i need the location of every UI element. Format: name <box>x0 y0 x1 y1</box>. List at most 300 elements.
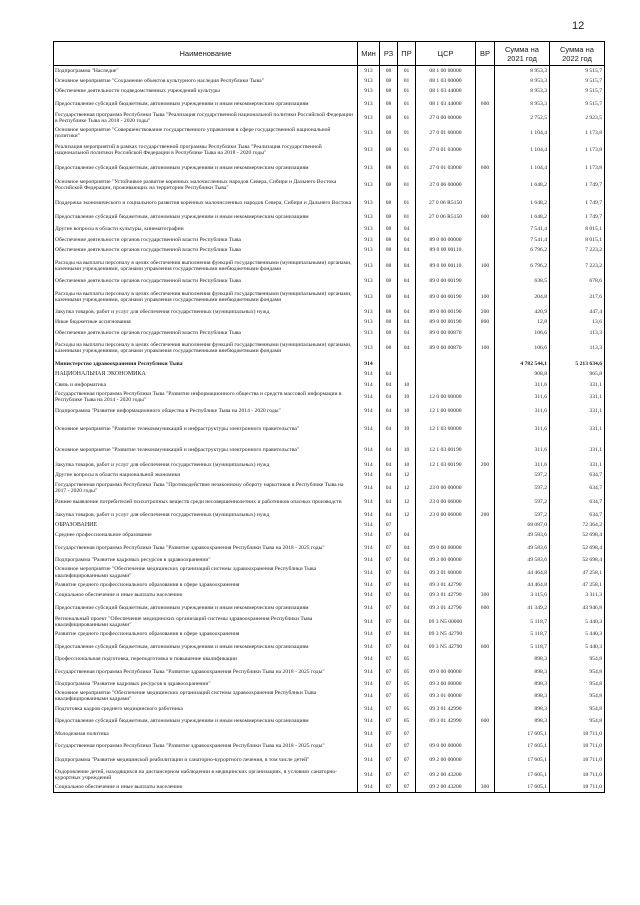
row-sum-2021: 44 464,8 <box>495 580 550 590</box>
table-row <box>54 255 605 276</box>
row-min: 914 <box>358 629 380 639</box>
row-name: Государственная программа Республики Тыва "Противодействие незаконному обороту наркотиков в Республике Тыва на 2017 - 2020 годы" <box>54 481 358 495</box>
row-name: Обеспечение деятельности органов государственной власти Республики Тыва <box>54 276 358 286</box>
row-csr: 09 3 01 42790 <box>416 580 476 590</box>
row-sum-2021: 8 953,3 <box>495 76 550 86</box>
row-name: Государственная программа Республики Тыва "Развитие информационного общества и средств массовой информации в Республике Тыва на 2014 - 2020 годы" <box>54 390 358 404</box>
row-pr: 01 <box>398 76 416 86</box>
row-sum-2021: 12,8 <box>495 317 550 327</box>
row-vr <box>476 470 495 480</box>
row-min: 914 <box>358 520 380 530</box>
row-rz: 08 <box>380 224 398 234</box>
row-min: 914 <box>358 555 380 565</box>
row-name: Государственная программа Республики Тыва "Развитие здравоохранения Республики Тыва на 2018 - 2025 годы" <box>54 739 358 753</box>
row-vr <box>476 359 495 369</box>
row-sum-2021: 17 605,1 <box>495 728 550 738</box>
row-min: 913 <box>358 76 380 86</box>
row-sum-2022: 1 749,7 <box>550 195 605 209</box>
row-rz: 04 <box>380 495 398 509</box>
col-header-sum-2022: Сумма на 2022 год <box>550 42 605 66</box>
row-name: Обеспечение деятельности органов государственной власти Республики Тыва <box>54 235 358 245</box>
row-name: Подпрограмма "Развитие кадровых ресурсов в здравоохранении" <box>54 555 358 565</box>
row-sum-2021: 7 541,4 <box>495 235 550 245</box>
row-sum-2021: 597,2 <box>495 481 550 495</box>
row-pr: 10 <box>398 460 416 470</box>
row-sum-2022: 5 440,3 <box>550 629 605 639</box>
row-sum-2022: 1 749,7 <box>550 210 605 224</box>
row-csr: 08 1 03 44000 <box>416 97 476 111</box>
row-sum-2022: 954,8 <box>550 689 605 703</box>
row-rz: 04 <box>380 509 398 519</box>
row-csr: 27 0 01 03000 <box>416 140 476 161</box>
table-row <box>54 419 605 440</box>
row-sum-2022: 18 711,0 <box>550 768 605 782</box>
row-sum-2022: 9 515,7 <box>550 97 605 111</box>
row-pr: 04 <box>398 615 416 629</box>
row-vr <box>476 140 495 161</box>
table-row <box>54 629 605 639</box>
row-vr <box>476 439 495 460</box>
row-sum-2022: 331,1 <box>550 404 605 418</box>
row-rz: 07 <box>380 753 398 767</box>
row-csr: 12 0 00 00000 <box>416 390 476 404</box>
table-row <box>54 380 605 390</box>
row-vr <box>476 111 495 125</box>
row-min: 913 <box>358 160 380 174</box>
row-rz: 04 <box>380 404 398 418</box>
row-vr <box>476 195 495 209</box>
budget-table <box>53 41 605 793</box>
row-pr: 01 <box>398 195 416 209</box>
row-min: 914 <box>358 704 380 714</box>
row-pr: 04 <box>398 224 416 234</box>
table-row <box>54 359 605 369</box>
row-sum-2021: 597,2 <box>495 509 550 519</box>
row-name: Подготовка кадров среднего медицинского работника <box>54 704 358 714</box>
row-sum-2021: 1 104,4 <box>495 160 550 174</box>
row-sum-2022: 954,8 <box>550 714 605 728</box>
row-sum-2022: 52 698,4 <box>550 530 605 540</box>
row-min: 914 <box>358 739 380 753</box>
row-sum-2022: 678,6 <box>550 276 605 286</box>
row-min: 914 <box>358 541 380 555</box>
row-sum-2021: 898,3 <box>495 665 550 679</box>
row-rz: 08 <box>380 235 398 245</box>
row-vr: 100 <box>476 338 495 359</box>
row-sum-2021: 1 104,4 <box>495 125 550 139</box>
col-header-rz: РЗ <box>380 42 398 66</box>
row-name: Государственная программа Республики Тыва "Развитие здравоохранения Республики Тыва на 2018 - 2025 годы" <box>54 665 358 679</box>
table-body <box>54 66 605 793</box>
row-rz: 07 <box>380 714 398 728</box>
row-name: Социальное обеспечение и иные выплаты населению <box>54 590 358 600</box>
row-rz: 07 <box>380 629 398 639</box>
row-pr: 07 <box>398 753 416 767</box>
row-rz: 08 <box>380 140 398 161</box>
row-sum-2021: 17 605,1 <box>495 782 550 792</box>
row-name: Подпрограмма "Наследие" <box>54 66 358 76</box>
row-min: 913 <box>358 338 380 359</box>
row-name: Другие вопросы в области национальной экономики <box>54 470 358 480</box>
row-name: Подпрограмма "Развитие информационного общества в Республике Тыва на 2014 - 2020 годы" <box>54 404 358 418</box>
row-sum-2021: 3 115,6 <box>495 590 550 600</box>
row-pr: 04 <box>398 338 416 359</box>
row-min: 914 <box>358 654 380 664</box>
row-min: 913 <box>358 195 380 209</box>
row-sum-2021: 898,3 <box>495 654 550 664</box>
row-pr: 01 <box>398 140 416 161</box>
row-vr: 600 <box>476 160 495 174</box>
row-vr <box>476 404 495 418</box>
table-row <box>54 590 605 600</box>
table-row <box>54 195 605 209</box>
row-rz: 07 <box>380 704 398 714</box>
row-csr: 09 3 N5 42790 <box>416 629 476 639</box>
row-name: Предоставление субсидий бюджетным, автономным учреждениям и иным некоммерческим организациям <box>54 640 358 654</box>
table-row <box>54 317 605 327</box>
row-sum-2021: 41 349,2 <box>495 601 550 615</box>
row-vr <box>476 728 495 738</box>
row-csr: 12 1 03 00190 <box>416 460 476 470</box>
row-min: 914 <box>358 679 380 689</box>
row-csr: 09 2 00 43200 <box>416 768 476 782</box>
row-min: 914 <box>358 689 380 703</box>
row-name: Реализация мероприятий в рамках государственной программы Республики Тыва "Реализация государственной национальной политики Российской Федерации в Республике Тыва на 2018 - 2020 годы" <box>54 140 358 161</box>
row-vr <box>476 753 495 767</box>
row-vr: 100 <box>476 255 495 276</box>
table-row <box>54 481 605 495</box>
row-min: 913 <box>358 317 380 327</box>
row-sum-2021: 5 118,7 <box>495 640 550 654</box>
row-sum-2022: 331,1 <box>550 419 605 440</box>
row-csr: 89 0 00 00190 <box>416 307 476 317</box>
row-min: 914 <box>358 460 380 470</box>
row-vr <box>476 369 495 379</box>
row-csr: 09 3 N5 00000 <box>416 615 476 629</box>
row-pr: 04 <box>398 235 416 245</box>
row-sum-2021: 106,6 <box>495 338 550 359</box>
row-csr: 09 3 00 00000 <box>416 555 476 565</box>
row-sum-2021: 638,5 <box>495 276 550 286</box>
row-sum-2022: 5 440,3 <box>550 640 605 654</box>
row-min: 914 <box>358 439 380 460</box>
table-row <box>54 140 605 161</box>
row-csr: 08 1 00 00000 <box>416 66 476 76</box>
row-vr <box>476 679 495 689</box>
row-vr <box>476 380 495 390</box>
row-name: Предоставление субсидий бюджетным, автономным учреждениям и иным некоммерческим организациям <box>54 714 358 728</box>
table-row <box>54 328 605 338</box>
col-header-min: Мин <box>358 42 380 66</box>
row-sum-2022: 18 711,0 <box>550 728 605 738</box>
row-vr <box>476 235 495 245</box>
row-sum-2022: 331,1 <box>550 390 605 404</box>
row-rz: 08 <box>380 328 398 338</box>
row-name: Закупка товаров, работ и услуг для обеспечения государственных (муниципальных) нужд <box>54 509 358 519</box>
row-vr: 200 <box>476 509 495 519</box>
row-csr: 89 0 00 00870 <box>416 328 476 338</box>
row-name: Развитие среднего профессионального образования в сфере здравоохранения <box>54 629 358 639</box>
col-header-vr: ВР <box>476 42 495 66</box>
row-vr: 600 <box>476 601 495 615</box>
table-row <box>54 439 605 460</box>
row-vr <box>476 629 495 639</box>
row-sum-2022: 5 440,3 <box>550 615 605 629</box>
row-pr: 04 <box>398 286 416 307</box>
row-rz: 07 <box>380 728 398 738</box>
row-min: 914 <box>358 419 380 440</box>
row-sum-2022: 9 515,7 <box>550 66 605 76</box>
row-sum-2022: 634,7 <box>550 481 605 495</box>
row-sum-2021: 6 796,2 <box>495 255 550 276</box>
row-csr: 09 3 01 42990 <box>416 704 476 714</box>
table-row <box>54 679 605 689</box>
row-sum-2021: 898,3 <box>495 679 550 689</box>
row-pr: 10 <box>398 380 416 390</box>
table-row <box>54 307 605 317</box>
row-rz: 07 <box>380 615 398 629</box>
row-vr <box>476 615 495 629</box>
row-sum-2022: 1 173,8 <box>550 125 605 139</box>
row-csr <box>416 359 476 369</box>
row-sum-2021: 44 464,8 <box>495 565 550 579</box>
row-rz: 04 <box>380 380 398 390</box>
row-vr <box>476 555 495 565</box>
row-sum-2021: 311,6 <box>495 419 550 440</box>
row-rz: 08 <box>380 76 398 86</box>
row-sum-2021: 49 583,6 <box>495 541 550 555</box>
table-row <box>54 530 605 540</box>
row-pr: 01 <box>398 160 416 174</box>
row-min: 914 <box>358 369 380 379</box>
row-sum-2021: 49 583,6 <box>495 530 550 540</box>
row-sum-2021: 8 953,3 <box>495 86 550 96</box>
row-rz <box>380 359 398 369</box>
row-csr: 27 0 01 00000 <box>416 125 476 139</box>
row-rz: 07 <box>380 520 398 530</box>
row-sum-2021: 908,8 <box>495 369 550 379</box>
row-sum-2022: 634,7 <box>550 495 605 509</box>
row-vr <box>476 419 495 440</box>
row-pr: 12 <box>398 509 416 519</box>
row-rz: 08 <box>380 97 398 111</box>
table-row <box>54 601 605 615</box>
table-row <box>54 580 605 590</box>
row-min: 913 <box>358 286 380 307</box>
row-pr: 10 <box>398 439 416 460</box>
col-header-pr: ПР <box>398 42 416 66</box>
row-rz: 04 <box>380 369 398 379</box>
row-sum-2022: 18 711,0 <box>550 782 605 792</box>
row-rz: 08 <box>380 175 398 196</box>
table-row <box>54 111 605 125</box>
row-sum-2022: 52 698,4 <box>550 555 605 565</box>
row-pr: 07 <box>398 728 416 738</box>
row-pr: 05 <box>398 654 416 664</box>
row-csr: 09 3 01 00000 <box>416 689 476 703</box>
row-name: Расходы на выплаты персоналу в целях обеспечения выполнения функций государственными (муниципальными) органами, казенными учреждениями, органами управления государственными внебюджетными фондами <box>54 286 358 307</box>
row-pr: 12 <box>398 495 416 509</box>
row-sum-2022: 634,7 <box>550 470 605 480</box>
table-row <box>54 689 605 703</box>
row-rz: 07 <box>380 530 398 540</box>
row-name: Министерство здравоохранения Республики Тыва <box>54 359 358 369</box>
row-pr: 04 <box>398 601 416 615</box>
row-sum-2022: 47 258,1 <box>550 565 605 579</box>
row-sum-2021: 1 648,2 <box>495 210 550 224</box>
row-min: 914 <box>358 509 380 519</box>
row-min: 914 <box>358 782 380 792</box>
row-sum-2021: 17 605,1 <box>495 768 550 782</box>
row-sum-2021: 49 583,6 <box>495 555 550 565</box>
row-csr: 09 0 00 00000 <box>416 541 476 555</box>
row-sum-2021: 4 782 544,1 <box>495 359 550 369</box>
row-min: 914 <box>358 753 380 767</box>
row-sum-2022: 113,3 <box>550 338 605 359</box>
row-min: 914 <box>358 481 380 495</box>
row-csr: 89 0 00 00190 <box>416 286 476 307</box>
row-csr <box>416 654 476 664</box>
row-vr <box>476 580 495 590</box>
row-min: 913 <box>358 245 380 255</box>
row-csr <box>416 224 476 234</box>
row-sum-2022: 447,4 <box>550 307 605 317</box>
table-row <box>54 640 605 654</box>
row-min: 914 <box>358 615 380 629</box>
row-pr: 12 <box>398 481 416 495</box>
row-min: 914 <box>358 640 380 654</box>
row-sum-2022: 634,7 <box>550 509 605 519</box>
row-pr: 04 <box>398 629 416 639</box>
row-name: Раннее выявление потребителей психотропных веществ среди несовершеннолетних и работников опасных производств <box>54 495 358 509</box>
table-row <box>54 520 605 530</box>
row-name: Подпрограмма "Развитие кадровых ресурсов в здравоохранении" <box>54 679 358 689</box>
table-row <box>54 390 605 404</box>
row-pr: 04 <box>398 307 416 317</box>
row-name: Обеспечение деятельности органов государственной власти Республики Тыва <box>54 328 358 338</box>
row-sum-2021: 597,2 <box>495 470 550 480</box>
row-pr: 05 <box>398 704 416 714</box>
row-vr <box>476 495 495 509</box>
row-rz: 04 <box>380 439 398 460</box>
row-min: 913 <box>358 66 380 76</box>
row-sum-2022: 47 258,1 <box>550 580 605 590</box>
row-sum-2022: 7 223,2 <box>550 255 605 276</box>
table-row <box>54 654 605 664</box>
table-row <box>54 615 605 629</box>
row-pr: 01 <box>398 86 416 96</box>
row-min: 914 <box>358 714 380 728</box>
row-name: Связь и информатика <box>54 380 358 390</box>
row-sum-2022: 954,8 <box>550 679 605 689</box>
row-sum-2022: 954,8 <box>550 704 605 714</box>
row-min: 913 <box>358 86 380 96</box>
row-name: НАЦИОНАЛЬНАЯ ЭКОНОМИКА <box>54 369 358 379</box>
row-name: Государственная программа Республики Тыва "Реализация государственной национальной политики Российской Федерации в Республике Тыва на 2018 - 2020 годы" <box>54 111 358 125</box>
row-name: Основное мероприятие "Устойчивое развитие коренных малочисленных народов Севера, Сибири и Дальнего Востока Российской Федерации, проживающих на территории Республики Тыва" <box>54 175 358 196</box>
row-name: Предоставление субсидий бюджетным, автономным учреждениям и иным некоммерческим организациям <box>54 601 358 615</box>
row-sum-2022: 18 711,0 <box>550 753 605 767</box>
row-pr: 01 <box>398 111 416 125</box>
row-name: Предоставление субсидий бюджетным, автономным учреждениям и иным некоммерческим организациям <box>54 97 358 111</box>
table-row <box>54 369 605 379</box>
table-row <box>54 76 605 86</box>
table-row <box>54 235 605 245</box>
row-vr <box>476 390 495 404</box>
row-vr <box>476 224 495 234</box>
row-vr: 300 <box>476 590 495 600</box>
row-rz: 04 <box>380 481 398 495</box>
row-pr: 01 <box>398 175 416 196</box>
row-pr: 04 <box>398 541 416 555</box>
row-csr: 23 0 00 06000 <box>416 509 476 519</box>
row-sum-2021: 106,6 <box>495 328 550 338</box>
row-sum-2022: 1 173,8 <box>550 160 605 174</box>
row-sum-2022: 8 015,1 <box>550 224 605 234</box>
row-name: Основное мероприятие "Совершенствование государственного управления в сфере государственной национальной политики" <box>54 125 358 139</box>
row-min: 913 <box>358 276 380 286</box>
row-pr: 05 <box>398 679 416 689</box>
col-header-name: Наименование <box>54 42 358 66</box>
row-sum-2022: 331,1 <box>550 380 605 390</box>
row-min: 913 <box>358 210 380 224</box>
row-pr: 12 <box>398 470 416 480</box>
row-rz: 08 <box>380 160 398 174</box>
row-vr: 300 <box>476 782 495 792</box>
row-min: 913 <box>358 97 380 111</box>
row-pr: 07 <box>398 739 416 753</box>
row-vr <box>476 654 495 664</box>
row-rz: 08 <box>380 317 398 327</box>
row-vr: 800 <box>476 317 495 327</box>
row-vr: 600 <box>476 210 495 224</box>
row-min: 914 <box>358 580 380 590</box>
row-rz: 04 <box>380 419 398 440</box>
row-min: 913 <box>358 140 380 161</box>
row-sum-2021: 17 605,1 <box>495 753 550 767</box>
row-sum-2022: 217,6 <box>550 286 605 307</box>
row-rz: 07 <box>380 768 398 782</box>
row-pr: 04 <box>398 565 416 579</box>
row-min: 914 <box>358 390 380 404</box>
row-rz: 07 <box>380 565 398 579</box>
row-csr: 27 0 06 R5150 <box>416 210 476 224</box>
row-pr: 01 <box>398 66 416 76</box>
row-sum-2021: 204,8 <box>495 286 550 307</box>
table-header <box>54 42 605 66</box>
row-rz: 04 <box>380 470 398 480</box>
row-sum-2021: 17 605,1 <box>495 739 550 753</box>
row-pr: 04 <box>398 245 416 255</box>
table-row <box>54 509 605 519</box>
row-name: Среднее профессиональное образование <box>54 530 358 540</box>
row-csr <box>416 728 476 738</box>
row-sum-2022: 954,8 <box>550 665 605 679</box>
row-rz: 08 <box>380 276 398 286</box>
row-csr: 27 0 01 03000 <box>416 160 476 174</box>
row-sum-2021: 7 541,4 <box>495 224 550 234</box>
row-csr <box>416 520 476 530</box>
row-rz: 07 <box>380 555 398 565</box>
row-min: 914 <box>358 470 380 480</box>
row-sum-2021: 898,3 <box>495 714 550 728</box>
row-pr: 04 <box>398 328 416 338</box>
row-min: 914 <box>358 565 380 579</box>
row-sum-2021: 311,6 <box>495 404 550 418</box>
row-sum-2021: 8 953,3 <box>495 66 550 76</box>
row-csr: 89 0 00 00110 <box>416 255 476 276</box>
row-csr: 89 0 00 00000 <box>416 235 476 245</box>
